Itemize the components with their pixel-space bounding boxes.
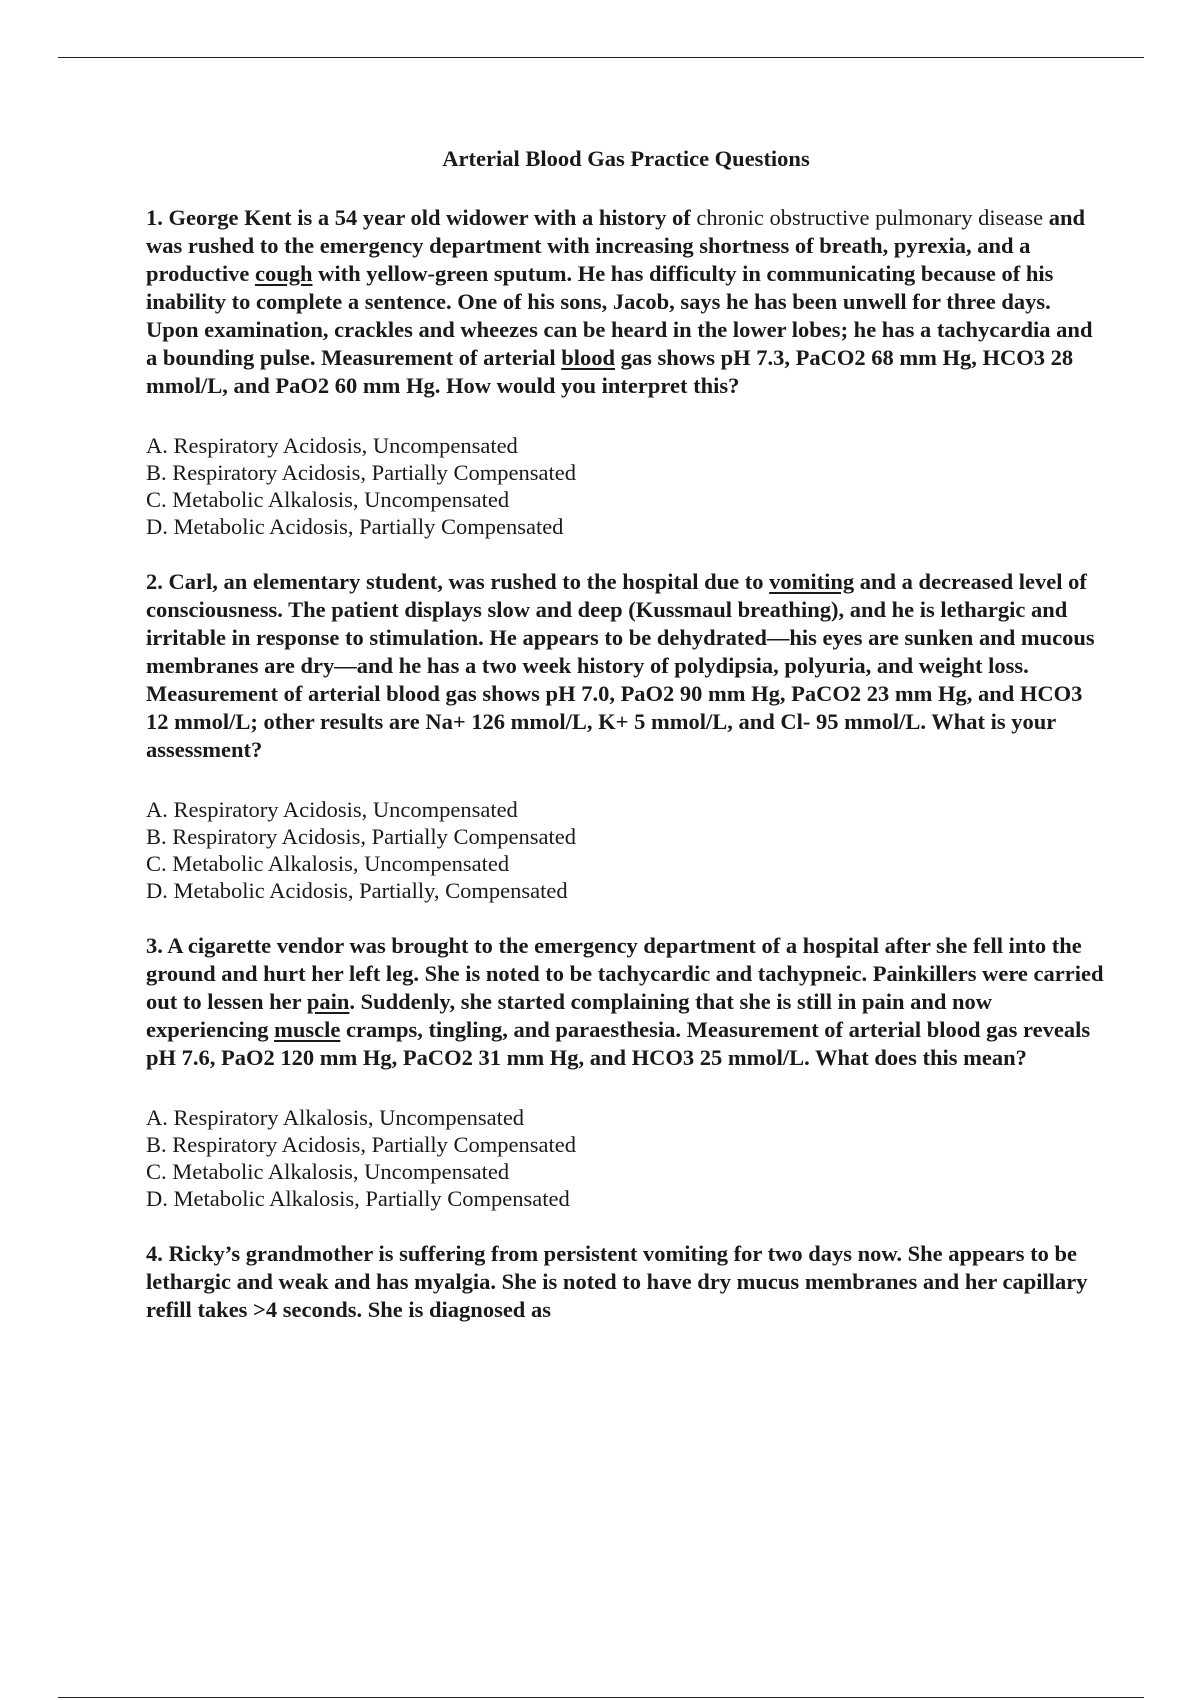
answer-option: B. Respiratory Acidosis, Partially Compensated xyxy=(146,1132,576,1157)
answer-option: C. Metabolic Alkalosis, Uncompensated xyxy=(146,1159,510,1184)
question-stem xyxy=(146,1240,1106,1324)
stem-text: 1. George Kent is a 54 year old widower with a history of xyxy=(146,205,697,230)
stem-text: . Suddenly, she started complaining that she is still in pain and now experiencing xyxy=(146,989,993,1042)
stem-text: 3. A cigarette vendor was brought to the emergency department of a hospital after she fell into the ground and hurt her left leg. She is noted to be tachycardic and tachypneic. Painkillers were carried out to lessen her xyxy=(146,933,1104,1014)
answer-options xyxy=(146,432,1106,540)
answer-option: D. Metabolic Acidosis, Partially Compensated xyxy=(146,514,564,539)
answer-option: A. Respiratory Acidosis, Uncompensated xyxy=(146,797,518,822)
stem-text: and a decreased level of consciousness. The patient displays slow and deep (Kussmaul breathing), and he is lethargic and irritable in response to stimulation. He appears to be dehydrated—his eyes are sunken and mucous membranes are dry—and he has a two week history of polydipsia, polyuria, and weight loss. Measurement of arterial blood gas shows pH 7.0, PaO2 90 mm Hg, PaCO2 23 mm Hg, and HCO3 12 mmol/L; other results are Na+ 126 mmol/L, K+ 5 mmol/L, and Cl- 95 mmol/L. What is your assessment? xyxy=(146,569,1095,762)
answer-option: C. Metabolic Alkalosis, Uncompensated xyxy=(146,487,510,512)
question-stem xyxy=(146,568,1106,764)
underlined-term: pain xyxy=(306,989,350,1014)
underlined-term: blood xyxy=(561,345,615,370)
document-body xyxy=(146,140,1106,1352)
underlined-term: vomiting xyxy=(769,569,855,594)
answer-option: B. Respiratory Acidosis, Partially Compensated xyxy=(146,460,576,485)
question-1 xyxy=(146,204,1106,540)
answer-option: B. Respiratory Acidosis, Partially Compensated xyxy=(146,824,576,849)
question-3 xyxy=(146,932,1106,1212)
stem-text: cramps, tingling, and paraesthesia. Measurement of arterial blood gas reveals pH 7.6, PaO2 120 mm Hg, PaCO2 31 mm Hg, and HCO3 25 mmol/L. What does this mean? xyxy=(146,1017,1091,1070)
answer-option: C. Metabolic Alkalosis, Uncompensated xyxy=(146,851,510,876)
stem-text-regular: chronic obstructive pulmonary disease xyxy=(696,205,1044,230)
bottom-rule xyxy=(58,1697,1144,1698)
answer-option: D. Metabolic Alkalosis, Partially Compensated xyxy=(146,1186,570,1211)
stem-text: with yellow-green sputum. He has difficulty in communicating because of his inability to complete a sentence. One of his sons, Jacob, says he has been unwell for three days. Upon examination, crackles and wheezes can be heard in the lower lobes; he has a tachycardia and a bounding pulse. Measurement of arterial xyxy=(146,261,1093,370)
answer-options xyxy=(146,1104,1106,1212)
question-2 xyxy=(146,568,1106,904)
stem-text: 4. Ricky’s grandmother is suffering from persistent vomiting for two days now. She appears to be lethargic and weak and has myalgia. She is noted to have dry mucus membranes and her capillary refill takes >4 seconds. She is diagnosed as xyxy=(146,1241,1088,1322)
document-title: Arterial Blood Gas Practice Questions xyxy=(442,146,810,171)
answer-option: A. Respiratory Alkalosis, Uncompensated xyxy=(146,1105,525,1130)
underlined-term: muscle xyxy=(274,1017,341,1042)
answer-options xyxy=(146,796,1106,904)
top-rule xyxy=(58,57,1144,58)
answer-option: A. Respiratory Acidosis, Uncompensated xyxy=(146,433,518,458)
question-stem xyxy=(146,932,1106,1072)
stem-text: and was rushed to the emergency department with increasing shortness of breath, pyrexia, and a productive xyxy=(146,205,1086,286)
question-4 xyxy=(146,1240,1106,1324)
stem-text: 2. Carl, an elementary student, was rushed to the hospital due to xyxy=(146,569,770,594)
underlined-term: cough xyxy=(254,261,313,286)
question-stem xyxy=(146,204,1106,400)
stem-text: gas shows pH 7.3, PaCO2 68 mm Hg, HCO3 28 mmol/L, and PaO2 60 mm Hg. How would you interpret this? xyxy=(146,345,1074,398)
answer-option: D. Metabolic Acidosis, Partially, Compensated xyxy=(146,878,568,903)
